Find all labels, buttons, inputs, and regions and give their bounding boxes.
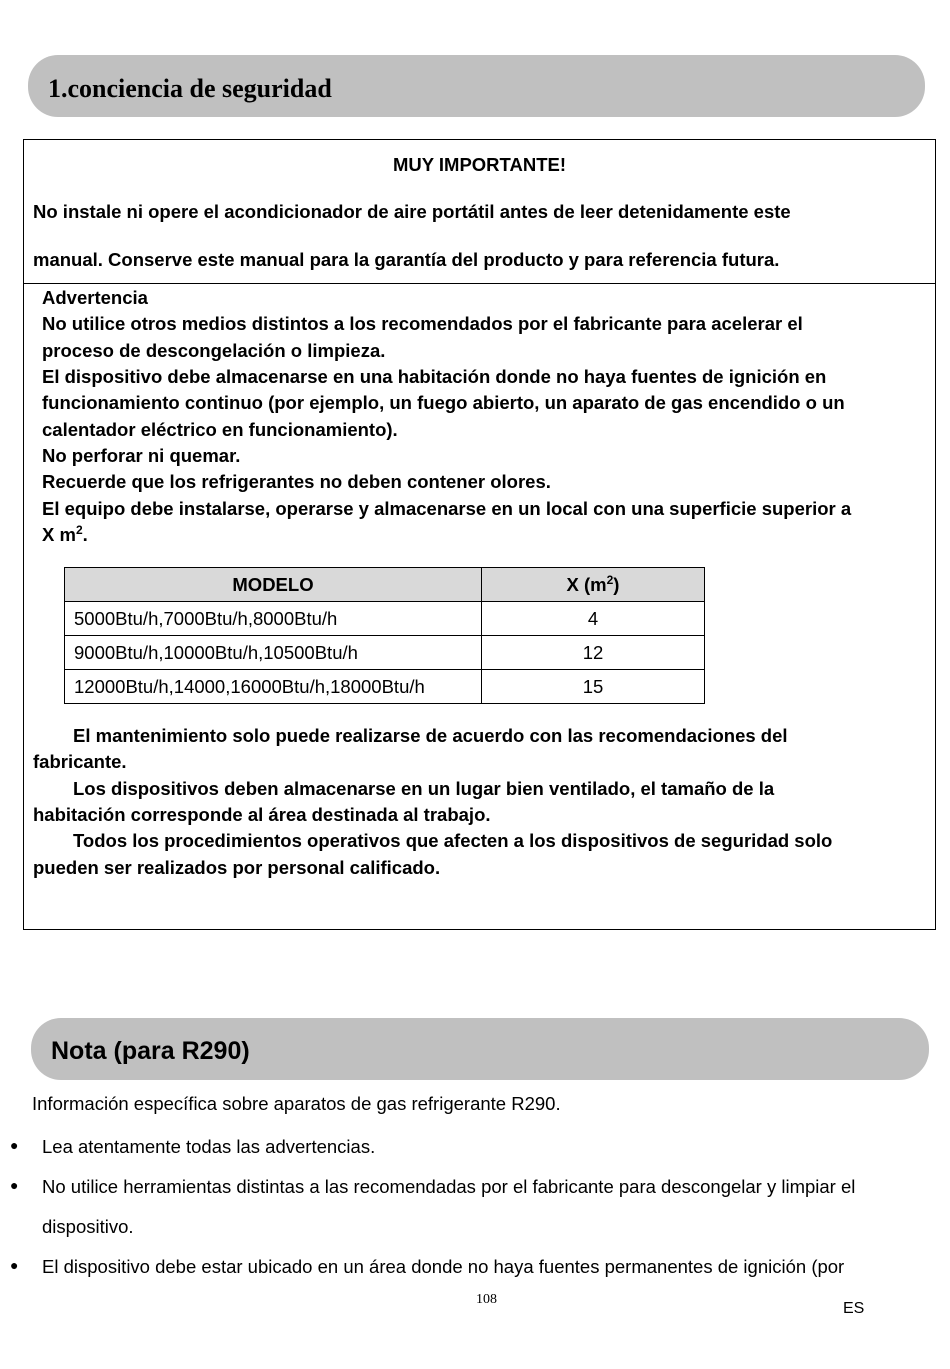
maintenance-line: fabricante. [33, 751, 127, 772]
page-number: 108 [476, 1292, 497, 1307]
maintenance-line: El mantenimiento solo puede realizarse de acuerdo con las recomendaciones del [73, 725, 788, 746]
area-superscript: 2 [75, 522, 83, 537]
procedures-line: pueden ser realizados por personal calificado. [33, 857, 441, 878]
area-cell: 12 [482, 636, 705, 670]
area-header-text: X (m [566, 573, 607, 595]
column-header-model: MODELO [65, 568, 482, 602]
column-header-area [482, 568, 705, 602]
table-row [65, 602, 705, 636]
section-title: 1.conciencia de seguridad [48, 74, 332, 103]
model-cell: 9000Btu/h,10000Btu/h,10500Btu/h [65, 636, 482, 670]
area-cell: 4 [482, 602, 705, 636]
table-row [65, 636, 705, 670]
model-cell: 12000Btu/h,14000,16000Btu/h,18000Btu/h [65, 670, 482, 704]
warning-line: calentador eléctrico en funcionamiento). [42, 419, 398, 440]
bullet-text: Lea atentamente todas las advertencias. [42, 1136, 376, 1157]
warning-heading: Advertencia [42, 287, 148, 308]
bullet-text: dispositivo. [42, 1216, 134, 1237]
table-row [65, 670, 705, 704]
section-title: Nota (para R290) [51, 1036, 250, 1065]
intro-line: manual. Conserve este manual para la garantía del producto y para referencia futura. [33, 249, 780, 270]
warning-line: Recuerde que los refrigerantes no deben contener olores. [42, 471, 551, 492]
important-heading: MUY IMPORTANTE! [392, 154, 566, 175]
area-requirement [42, 522, 88, 548]
area-end: . [82, 524, 88, 545]
warning-line: proceso de descongelación o limpieza. [42, 340, 386, 361]
ventilation-line: habitación corresponde al área destinada al trabajo. [33, 804, 491, 825]
bullet-text: No utilice herramientas distintas a las recomendadas por el fabricante para descongelar y limpiar el [42, 1176, 856, 1197]
model-area-table [64, 567, 705, 704]
ventilation-line: Los dispositivos deben almacenarse en un lugar bien ventilado, el tamaño de la [73, 778, 775, 799]
warning-line: No utilice otros medios distintos a los recomendados por el fabricante para acelerar el [42, 313, 803, 334]
section-header-safety [28, 55, 925, 117]
procedures-line: Todos los procedimientos operativos que afecten a los dispositivos de seguridad solo [73, 830, 833, 851]
model-cell: 5000Btu/h,7000Btu/h,8000Btu/h [65, 602, 482, 636]
warning-line: funcionamiento continuo (por ejemplo, un fuego abierto, un aparato de gas encendido o un [42, 392, 845, 413]
warning-line: El equipo debe instalarse, operarse y almacenarse en un local con una superficie superior a [42, 498, 852, 519]
note-intro: Información específica sobre aparatos de gas refrigerante R290. [32, 1093, 561, 1114]
warning-line: El dispositivo debe almacenarse en una habitación donde no haya fuentes de ignición en [42, 366, 827, 387]
warning-box [23, 139, 936, 930]
bullet-icon: ● [10, 1257, 19, 1273]
language-code: ES [843, 1300, 865, 1317]
intro-line: No instale ni opere el acondicionador de aire portátil antes de leer detenidamente este [33, 201, 791, 222]
area-cell: 15 [482, 670, 705, 704]
bullet-icon: ● [10, 1137, 19, 1153]
box-divider [24, 283, 935, 284]
section-header-note [31, 1018, 929, 1080]
area-header-superscript: 2 [606, 572, 614, 587]
table-header-row [65, 568, 705, 602]
area-text: X m [42, 524, 76, 545]
area-header-end: ) [613, 573, 620, 595]
bullet-text: El dispositivo debe estar ubicado en un área donde no haya fuentes permanentes de ignición (por [42, 1256, 845, 1277]
bullet-icon: ● [10, 1177, 19, 1193]
warning-line: No perforar ni quemar. [42, 445, 241, 466]
